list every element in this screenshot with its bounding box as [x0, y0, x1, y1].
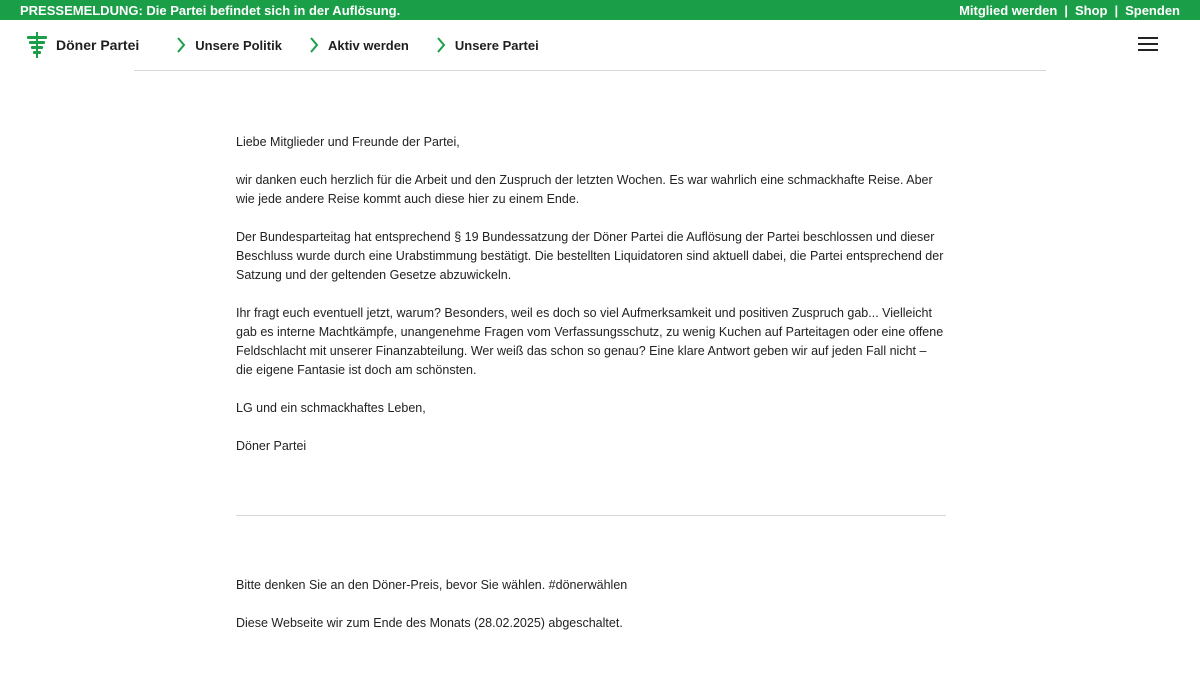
letter-content [236, 133, 946, 475]
letter-closing: LG und ein schmackhaftes Leben, [236, 401, 426, 415]
footer-notice [236, 576, 946, 652]
nav-item-label: Unsere Partei [454, 37, 539, 53]
hamburger-menu-icon[interactable] [1138, 37, 1158, 53]
link-separator: | [1114, 2, 1119, 18]
link-separator: | [1064, 2, 1068, 18]
nav-item-unsere-partei[interactable] [436, 37, 539, 53]
nav-item-label: Unsere Politik [195, 37, 282, 53]
content-divider [236, 515, 946, 516]
main-navigation [0, 20, 1200, 70]
chevron-right-icon [176, 37, 186, 53]
letter-greeting: Liebe Mitglieder und Freunde der Partei, [236, 135, 460, 149]
chevron-right-icon [309, 37, 319, 53]
nav-item-unsere-politik[interactable] [176, 37, 282, 53]
nav-item-aktiv-werden[interactable] [309, 37, 409, 53]
brand-home-link[interactable] [26, 32, 139, 58]
brand-name: Döner Partei [56, 37, 140, 53]
link-spenden[interactable]: Spenden [1125, 2, 1180, 18]
nav-links [176, 37, 565, 53]
header-divider [134, 70, 1046, 71]
letter-signature: Döner Partei [236, 439, 307, 453]
footer-line-doener-preis: Bitte denken Sie an den Döner-Preis, bevor Sie wählen. #dönerwählen [236, 578, 628, 592]
link-mitglied-werden[interactable]: Mitglied werden [959, 2, 1058, 18]
press-banner [0, 0, 1200, 20]
nav-item-label: Aktiv werden [327, 37, 409, 53]
press-text: Die Partei befindet sich in der Auflösung. [142, 2, 401, 18]
link-shop[interactable]: Shop [1074, 2, 1108, 18]
top-links [959, 3, 1180, 18]
press-label: PRESSEMELDUNG: [20, 2, 143, 18]
chevron-right-icon [436, 37, 446, 53]
letter-paragraph: Der Bundesparteitag hat entsprechend § 19 Bundessatzung der Döner Partei die Auflösung der Partei beschlossen und dieser Beschluss wurde durch eine Urabstimmung bestätigt. Die bestellten Liquidatoren sind aktuell dabei, die Partei entsprechend der Satzung und der geltenden Gesetze abzuwickeln. [236, 230, 944, 282]
letter-paragraph: Ihr fragt euch eventuell jetzt, warum? Besonders, weil es doch so viel Aufmerksamkeit und positiven Zuspruch gab... Vielleicht gab es interne Machtkämpfe, unangenehme Fragen vom Verfassungsschutz, zu wenig Kuchen auf Parteitagen oder eine offene Feldschlacht mit unserer Finanzabteilung. Wer weiß das schon so genau? Eine klare Antwort geben wir auf jeden Fall nicht – die eigene Fantasie ist doch am schönsten. [236, 306, 944, 377]
press-message [20, 3, 400, 18]
doener-spit-icon [26, 32, 48, 58]
footer-line-shutdown: Diese Webseite wir zum Ende des Monats (28.02.2025) abgeschaltet. [236, 616, 623, 630]
letter-paragraph: wir danken euch herzlich für die Arbeit und den Zuspruch der letzten Wochen. Es war wahrlich eine schmackhafte Reise. Aber wie jede andere Reise kommt auch diese hier zu einem Ende. [236, 173, 933, 206]
